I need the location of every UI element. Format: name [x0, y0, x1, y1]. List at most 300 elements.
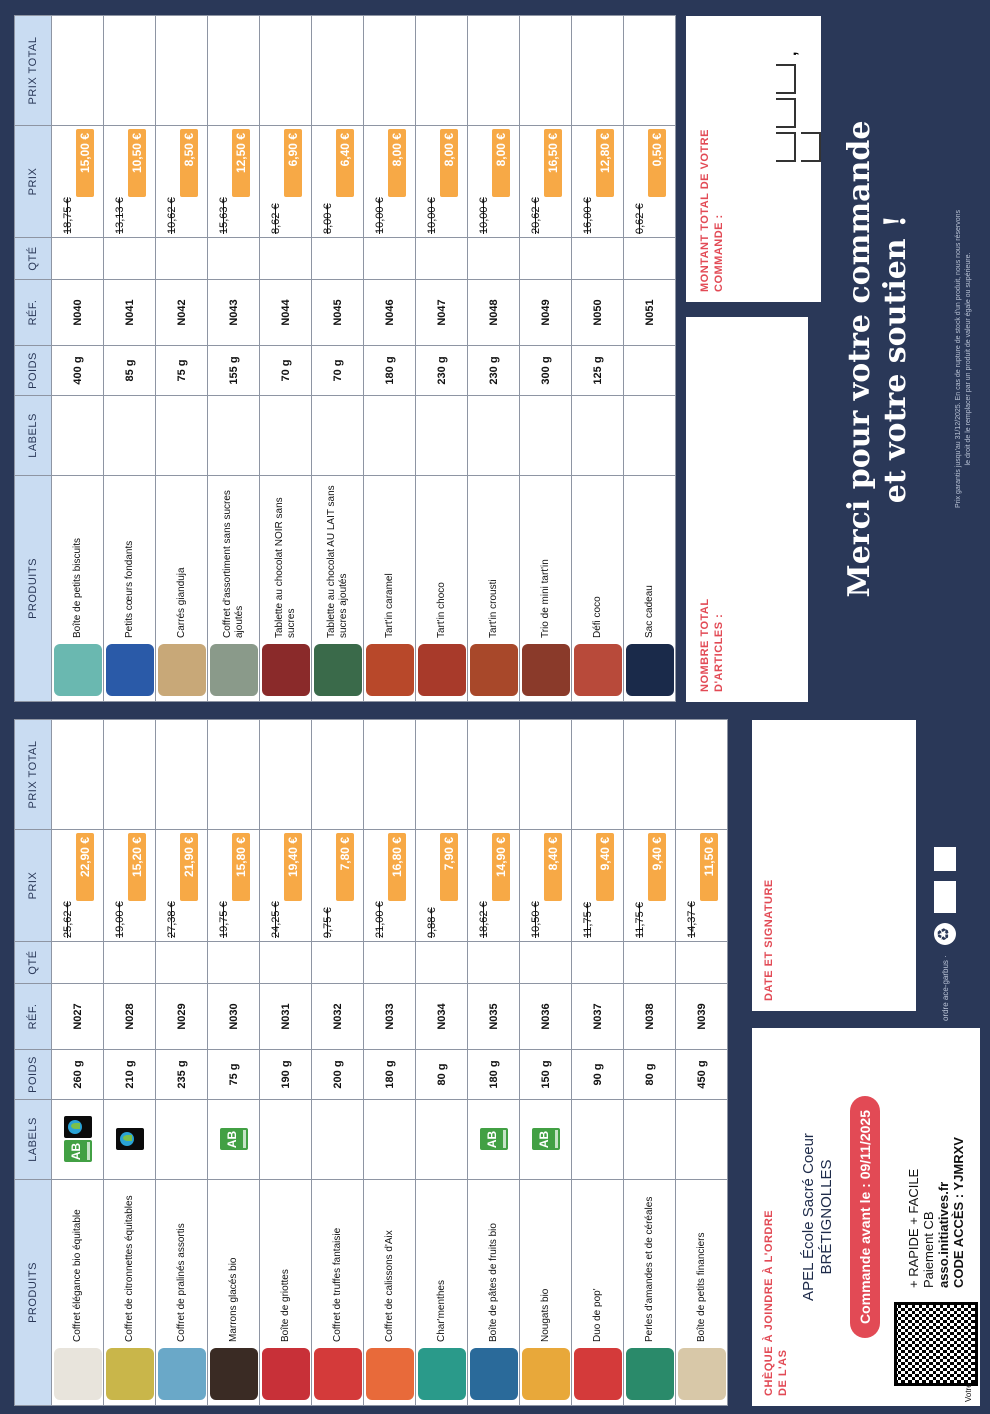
product-name: Sac cadeau: [643, 585, 655, 638]
sale-price: 19,40 €: [284, 833, 302, 901]
old-price: 10,62 €: [165, 197, 178, 234]
product-cell: [156, 1180, 208, 1406]
qty-input[interactable]: [364, 942, 416, 984]
product-image: [54, 644, 102, 696]
qty-input[interactable]: [468, 942, 520, 984]
footer-small-text: ordre ace-garbus ·: [940, 955, 950, 1021]
price-cell: [260, 126, 312, 238]
total-price-input[interactable]: [676, 720, 728, 830]
labels-cell: [520, 396, 572, 476]
sale-price: 12,50 €: [232, 129, 250, 197]
ref-cell: N029: [156, 984, 208, 1050]
product-cell: [520, 1180, 572, 1406]
table-row: [520, 16, 572, 702]
labels-cell: [572, 1100, 624, 1180]
sale-price: 7,90 €: [440, 833, 458, 901]
product-name: Tablette au chocolat AU LAIT sans sucres ajoutés: [325, 485, 349, 638]
qty-input[interactable]: [208, 942, 260, 984]
weight-cell: 260 g: [52, 1050, 104, 1100]
labels-cell: [156, 1100, 208, 1180]
col-qte: QTÉ: [15, 942, 52, 984]
date-signature-label: DATE ET SIGNATURE: [763, 879, 775, 1001]
total-price-input[interactable]: [520, 16, 572, 126]
ref-cell: N027: [52, 984, 104, 1050]
table-row: [468, 720, 520, 1406]
ref-cell: N038: [624, 984, 676, 1050]
total-price-input[interactable]: [520, 720, 572, 830]
qr-code-icon[interactable]: [894, 1302, 978, 1386]
col-produits: PRODUITS: [15, 476, 52, 702]
old-price: 24,25 €: [269, 901, 282, 938]
weight-cell: [624, 346, 676, 396]
col-prix-total: PRIX TOTAL: [15, 16, 52, 126]
product-cell: [312, 1180, 364, 1406]
pay-line-1: + RAPIDE + FACILE: [906, 1168, 921, 1288]
price-cell: [572, 830, 624, 942]
product-cell: [468, 476, 520, 702]
old-price: 10,50 €: [529, 901, 542, 938]
ref-cell: N050: [572, 280, 624, 346]
ref-cell: N043: [208, 280, 260, 346]
pay-info: [906, 1137, 966, 1288]
fairtrade-icon: [64, 1117, 92, 1139]
product-name: Boîte de griottes: [279, 1269, 291, 1342]
payment-box: [752, 1028, 980, 1406]
total-price-input[interactable]: [364, 16, 416, 126]
total-price-input[interactable]: [312, 16, 364, 126]
product-name: Char'menthes: [435, 1280, 447, 1342]
labels-cell: [624, 396, 676, 476]
product-name: Tablette au chocolat NOIR sans sucres: [273, 497, 297, 638]
total-price-input[interactable]: [416, 16, 468, 126]
product-image: [470, 644, 518, 696]
price-cell: [416, 830, 468, 942]
old-price: 16,00 €: [581, 197, 594, 234]
product-image: [262, 644, 310, 696]
ref-cell: N033: [364, 984, 416, 1050]
price-cell: [104, 830, 156, 942]
qty-input[interactable]: [260, 942, 312, 984]
table-row: [364, 720, 416, 1406]
product-image: [210, 644, 258, 696]
product-image: [262, 1348, 310, 1400]
ref-cell: N036: [520, 984, 572, 1050]
product-image: [106, 644, 154, 696]
sale-price: 12,80 €: [596, 129, 614, 197]
product-cell: [104, 476, 156, 702]
price-cell: [260, 830, 312, 942]
total-price-input[interactable]: [572, 720, 624, 830]
qty-input[interactable]: [520, 238, 572, 280]
sale-price: 22,90 €: [76, 833, 94, 901]
merci-block: [842, 16, 974, 702]
sale-price: 8,40 €: [544, 833, 562, 901]
nb-articles-label: NOMBRE TOTAL D'ARTICLES :: [699, 598, 725, 692]
table-row: [260, 720, 312, 1406]
table-row: [156, 720, 208, 1406]
sale-price: 15,20 €: [128, 833, 146, 901]
total-price-input[interactable]: [364, 720, 416, 830]
total-price-input[interactable]: [572, 16, 624, 126]
labels-cell: [104, 396, 156, 476]
old-price: 19,75 €: [217, 901, 230, 938]
ab-organic-icon: AB: [220, 1129, 248, 1151]
amount-digit-box[interactable]: [776, 64, 796, 94]
table-row: [104, 720, 156, 1406]
table-row: [416, 16, 468, 702]
product-image: [678, 1348, 726, 1400]
product-image: [574, 1348, 622, 1400]
ref-cell: N032: [312, 984, 364, 1050]
old-price: 9,88 €: [425, 907, 438, 938]
qty-input[interactable]: [468, 238, 520, 280]
table-row: [416, 720, 468, 1406]
table-row: [624, 720, 676, 1406]
fairtrade-icon: [116, 1129, 144, 1151]
weight-cell: 300 g: [520, 346, 572, 396]
ref-cell: N034: [416, 984, 468, 1050]
col-produits: PRODUITS: [15, 1180, 52, 1406]
price-cell: [364, 126, 416, 238]
product-cell: [52, 476, 104, 702]
labels-cell: [260, 1100, 312, 1180]
product-cell: [520, 476, 572, 702]
total-price-input[interactable]: [260, 720, 312, 830]
qty-input[interactable]: [624, 238, 676, 280]
product-name: Coffret de pralinés assortis: [175, 1223, 187, 1342]
product-name: Défi coco: [591, 596, 603, 638]
ref-cell: N045: [312, 280, 364, 346]
qty-input[interactable]: [156, 942, 208, 984]
qty-input[interactable]: [312, 238, 364, 280]
product-cell: [52, 1180, 104, 1406]
ab-organic-icon: AB: [64, 1141, 92, 1163]
ref-cell: N037: [572, 984, 624, 1050]
montant-box[interactable]: [686, 16, 821, 302]
old-price: 8,62 €: [269, 203, 282, 234]
old-price: 0,62 €: [633, 203, 646, 234]
labels-cell: [572, 396, 624, 476]
product-name: Boîte de petits financiers: [695, 1232, 707, 1342]
montant-label: MONTANT TOTAL DE VOTRE COMMANDE :: [699, 129, 725, 292]
weight-cell: 180 g: [364, 1050, 416, 1100]
fine-print-2: le droit de le remplacer par un produit de valeur égale ou supérieure.: [965, 252, 972, 466]
labels-cell: [104, 1100, 156, 1180]
price-cell: [468, 126, 520, 238]
cheque-label: CHÈQUE À JOINDRE À L'ORDRE DE L'AS: [763, 1209, 789, 1396]
labels-cell: [52, 396, 104, 476]
product-cell: [208, 476, 260, 702]
school-name: [800, 1038, 836, 1396]
old-price: 10,00 €: [477, 197, 490, 234]
product-cell: [572, 1180, 624, 1406]
product-name: Petits cœurs fondants: [123, 540, 135, 638]
price-cell: [572, 126, 624, 238]
price-cell: [520, 126, 572, 238]
old-price: 18,75 €: [61, 197, 74, 234]
product-cell: [624, 1180, 676, 1406]
ref-cell: N035: [468, 984, 520, 1050]
col-prix: PRIX: [15, 126, 52, 238]
amount-digit-box[interactable]: [776, 132, 796, 162]
product-image: [522, 1348, 570, 1400]
total-price-input[interactable]: [52, 16, 104, 126]
product-image: [626, 644, 674, 696]
price-cell: [52, 830, 104, 942]
table-row: [676, 720, 728, 1406]
weight-cell: 80 g: [416, 1050, 468, 1100]
total-price-input[interactable]: [468, 16, 520, 126]
ref-cell: N044: [260, 280, 312, 346]
sale-price: 11,50 €: [700, 833, 718, 901]
weight-cell: 230 g: [416, 346, 468, 396]
price-cell: [624, 126, 676, 238]
price-cell: [312, 830, 364, 942]
col-ref: RÉF.: [15, 280, 52, 346]
qty-input[interactable]: [104, 238, 156, 280]
ab-organic-icon: AB: [532, 1129, 560, 1151]
weight-cell: 200 g: [312, 1050, 364, 1100]
qty-input[interactable]: [416, 238, 468, 280]
sale-price: 8,00 €: [388, 129, 406, 197]
table-row: [572, 16, 624, 702]
qty-input[interactable]: [624, 942, 676, 984]
weight-cell: 75 g: [208, 1050, 260, 1100]
price-cell: [208, 126, 260, 238]
school-line-2: BRÉTIGNOLLES: [818, 1159, 835, 1275]
sale-price: 15,80 €: [232, 833, 250, 901]
table-row: [208, 16, 260, 702]
product-name: Marrons glacés bio: [227, 1257, 239, 1342]
qty-input[interactable]: [208, 238, 260, 280]
price-cell: [312, 126, 364, 238]
bottom-logos: [934, 847, 956, 1021]
labels-cell: [676, 1100, 728, 1180]
sale-price: 16,80 €: [388, 833, 406, 901]
total-price-input[interactable]: [104, 720, 156, 830]
total-price-input[interactable]: [52, 720, 104, 830]
votre-label: Votre: [964, 1383, 973, 1402]
qty-input[interactable]: [364, 238, 416, 280]
price-cell: [364, 830, 416, 942]
table-row: [312, 16, 364, 702]
right-product-table: [14, 15, 676, 702]
total-price-input[interactable]: [260, 16, 312, 126]
table-row: [52, 16, 104, 702]
table-row: [312, 720, 364, 1406]
qty-input[interactable]: [572, 238, 624, 280]
product-name: Nougats bio: [539, 1288, 551, 1342]
sale-price: 8,50 €: [180, 129, 198, 197]
sale-price: 16,50 €: [544, 129, 562, 197]
old-price: 18,62 €: [477, 901, 490, 938]
labels-cell: [520, 1100, 572, 1180]
left-table-body: [52, 720, 728, 1406]
weight-cell: 230 g: [468, 346, 520, 396]
total-price-input[interactable]: [156, 16, 208, 126]
weight-cell: 125 g: [572, 346, 624, 396]
total-price-input[interactable]: [156, 720, 208, 830]
table-header-row: [15, 16, 52, 702]
date-signature-box[interactable]: [752, 720, 916, 1011]
weight-cell: 90 g: [572, 1050, 624, 1100]
total-price-input[interactable]: [104, 16, 156, 126]
old-price: 14,37 €: [685, 901, 698, 938]
old-price: 19,00 €: [113, 901, 126, 938]
qty-input[interactable]: [156, 238, 208, 280]
qty-input[interactable]: [52, 942, 104, 984]
amount-digit-box[interactable]: [776, 98, 796, 128]
product-cell: [208, 1180, 260, 1406]
product-name: Tart'in crousti: [487, 579, 499, 638]
labels-cell: [312, 396, 364, 476]
old-price: 27,38 €: [165, 901, 178, 938]
product-cell: [104, 1180, 156, 1406]
product-name: Coffret élégance bio équitable: [71, 1209, 83, 1342]
sale-price: 6,90 €: [284, 129, 302, 197]
sale-price: 21,90 €: [180, 833, 198, 901]
product-cell: [624, 476, 676, 702]
pay-line-2: Paiement CB: [921, 1211, 936, 1288]
sale-price: 14,90 €: [492, 833, 510, 901]
product-name: Duo de pop': [591, 1288, 603, 1342]
price-cell: [676, 830, 728, 942]
product-image: [314, 1348, 362, 1400]
col-prix-total: PRIX TOTAL: [15, 720, 52, 830]
ref-cell: N051: [624, 280, 676, 346]
building-icon: [934, 847, 956, 871]
price-cell: [520, 830, 572, 942]
table-row: [52, 720, 104, 1406]
qty-input[interactable]: [52, 238, 104, 280]
col-labels: LABELS: [15, 396, 52, 476]
table-row: [208, 720, 260, 1406]
amount-cents-box[interactable]: [801, 132, 821, 162]
table-row: [156, 16, 208, 702]
qty-input[interactable]: [260, 238, 312, 280]
weight-cell: 75 g: [156, 346, 208, 396]
col-prix: PRIX: [15, 830, 52, 942]
qty-input[interactable]: [676, 942, 728, 984]
sale-price: 15,00 €: [76, 129, 94, 197]
product-name: Coffret d'assortiment sans sucres ajoutés: [221, 490, 245, 638]
labels-cell: [364, 396, 416, 476]
qty-input[interactable]: [104, 942, 156, 984]
product-image: [366, 644, 414, 696]
product-cell: [364, 476, 416, 702]
qty-input[interactable]: [572, 942, 624, 984]
product-cell: [468, 1180, 520, 1406]
total-price-input[interactable]: [312, 720, 364, 830]
ref-cell: N047: [416, 280, 468, 346]
labels-cell: [364, 1100, 416, 1180]
old-price: 25,62 €: [61, 901, 74, 938]
product-image: [574, 644, 622, 696]
total-price-input[interactable]: [208, 16, 260, 126]
product-image: [418, 644, 466, 696]
sale-price: 8,00 €: [492, 129, 510, 197]
amount-boxes: ,: [776, 16, 826, 162]
nb-articles-box[interactable]: [686, 317, 808, 702]
product-cell: [676, 1180, 728, 1406]
old-price: 9,75 €: [321, 907, 334, 938]
old-price: 10,00 €: [373, 197, 386, 234]
old-price: 10,00 €: [425, 197, 438, 234]
price-cell: [156, 830, 208, 942]
total-price-input[interactable]: [208, 720, 260, 830]
deadline-wrap: [850, 1028, 880, 1406]
product-name: Boîte de pâtes de fruits bio: [487, 1223, 499, 1342]
table-row: [364, 16, 416, 702]
qty-input[interactable]: [312, 942, 364, 984]
product-name: Carrés gianduja: [175, 567, 187, 638]
table-row: [104, 16, 156, 702]
weight-cell: 235 g: [156, 1050, 208, 1100]
weight-cell: 85 g: [104, 346, 156, 396]
qty-input[interactable]: [520, 942, 572, 984]
qty-input[interactable]: [416, 942, 468, 984]
table-header-row: [15, 720, 52, 1406]
product-name: Trio de mini tart'in: [539, 559, 551, 638]
old-price: 8,00 €: [321, 203, 334, 234]
table-row: [260, 16, 312, 702]
product-name: Coffret de truffes fantaisie: [331, 1227, 343, 1342]
col-ref: RÉF.: [15, 984, 52, 1050]
price-cell: [624, 830, 676, 942]
labels-cell: [260, 396, 312, 476]
deadline-badge: Commande avant le : 09/11/2025: [850, 1096, 880, 1338]
right-table-body: [52, 16, 676, 702]
ref-cell: N046: [364, 280, 416, 346]
sale-price: 10,50 €: [128, 129, 146, 197]
recycle-icon: ♻: [934, 923, 956, 945]
labels-cell: [468, 396, 520, 476]
sale-price: 7,80 €: [336, 833, 354, 901]
product-cell: [364, 1180, 416, 1406]
total-price-input[interactable]: [624, 16, 676, 126]
total-price-input[interactable]: [468, 720, 520, 830]
product-name: Perles d'amandes et de céréales: [643, 1196, 655, 1342]
pay-url[interactable]: asso.initiatives.fr: [936, 1181, 951, 1288]
product-image: [626, 1348, 674, 1400]
table-row: [468, 16, 520, 702]
labels-cell: [312, 1100, 364, 1180]
total-price-input[interactable]: [624, 720, 676, 830]
ref-cell: N030: [208, 984, 260, 1050]
col-labels: LABELS: [15, 1100, 52, 1180]
fine-print-1: Prix garantis jusqu'au 31/12/2025. En cas de rupture de stock d'un produit, nous nous réservons: [955, 209, 962, 509]
product-image: [470, 1348, 518, 1400]
weight-cell: 180 g: [364, 346, 416, 396]
left-footer: [752, 720, 980, 1406]
old-price: 11,75 €: [633, 902, 646, 938]
total-price-input[interactable]: [416, 720, 468, 830]
price-cell: [468, 830, 520, 942]
sale-price: 9,40 €: [596, 833, 614, 901]
sale-price: 6,40 €: [336, 129, 354, 197]
labels-cell: [416, 396, 468, 476]
col-poids: POIDS: [15, 346, 52, 396]
product-cell: [312, 476, 364, 702]
table-row: [520, 720, 572, 1406]
weight-cell: 150 g: [520, 1050, 572, 1100]
product-image: [158, 644, 206, 696]
ref-cell: N049: [520, 280, 572, 346]
ref-cell: N042: [156, 280, 208, 346]
weight-cell: 155 g: [208, 346, 260, 396]
product-name: Tart'in caramel: [383, 573, 395, 638]
left-panel: [14, 720, 973, 1406]
